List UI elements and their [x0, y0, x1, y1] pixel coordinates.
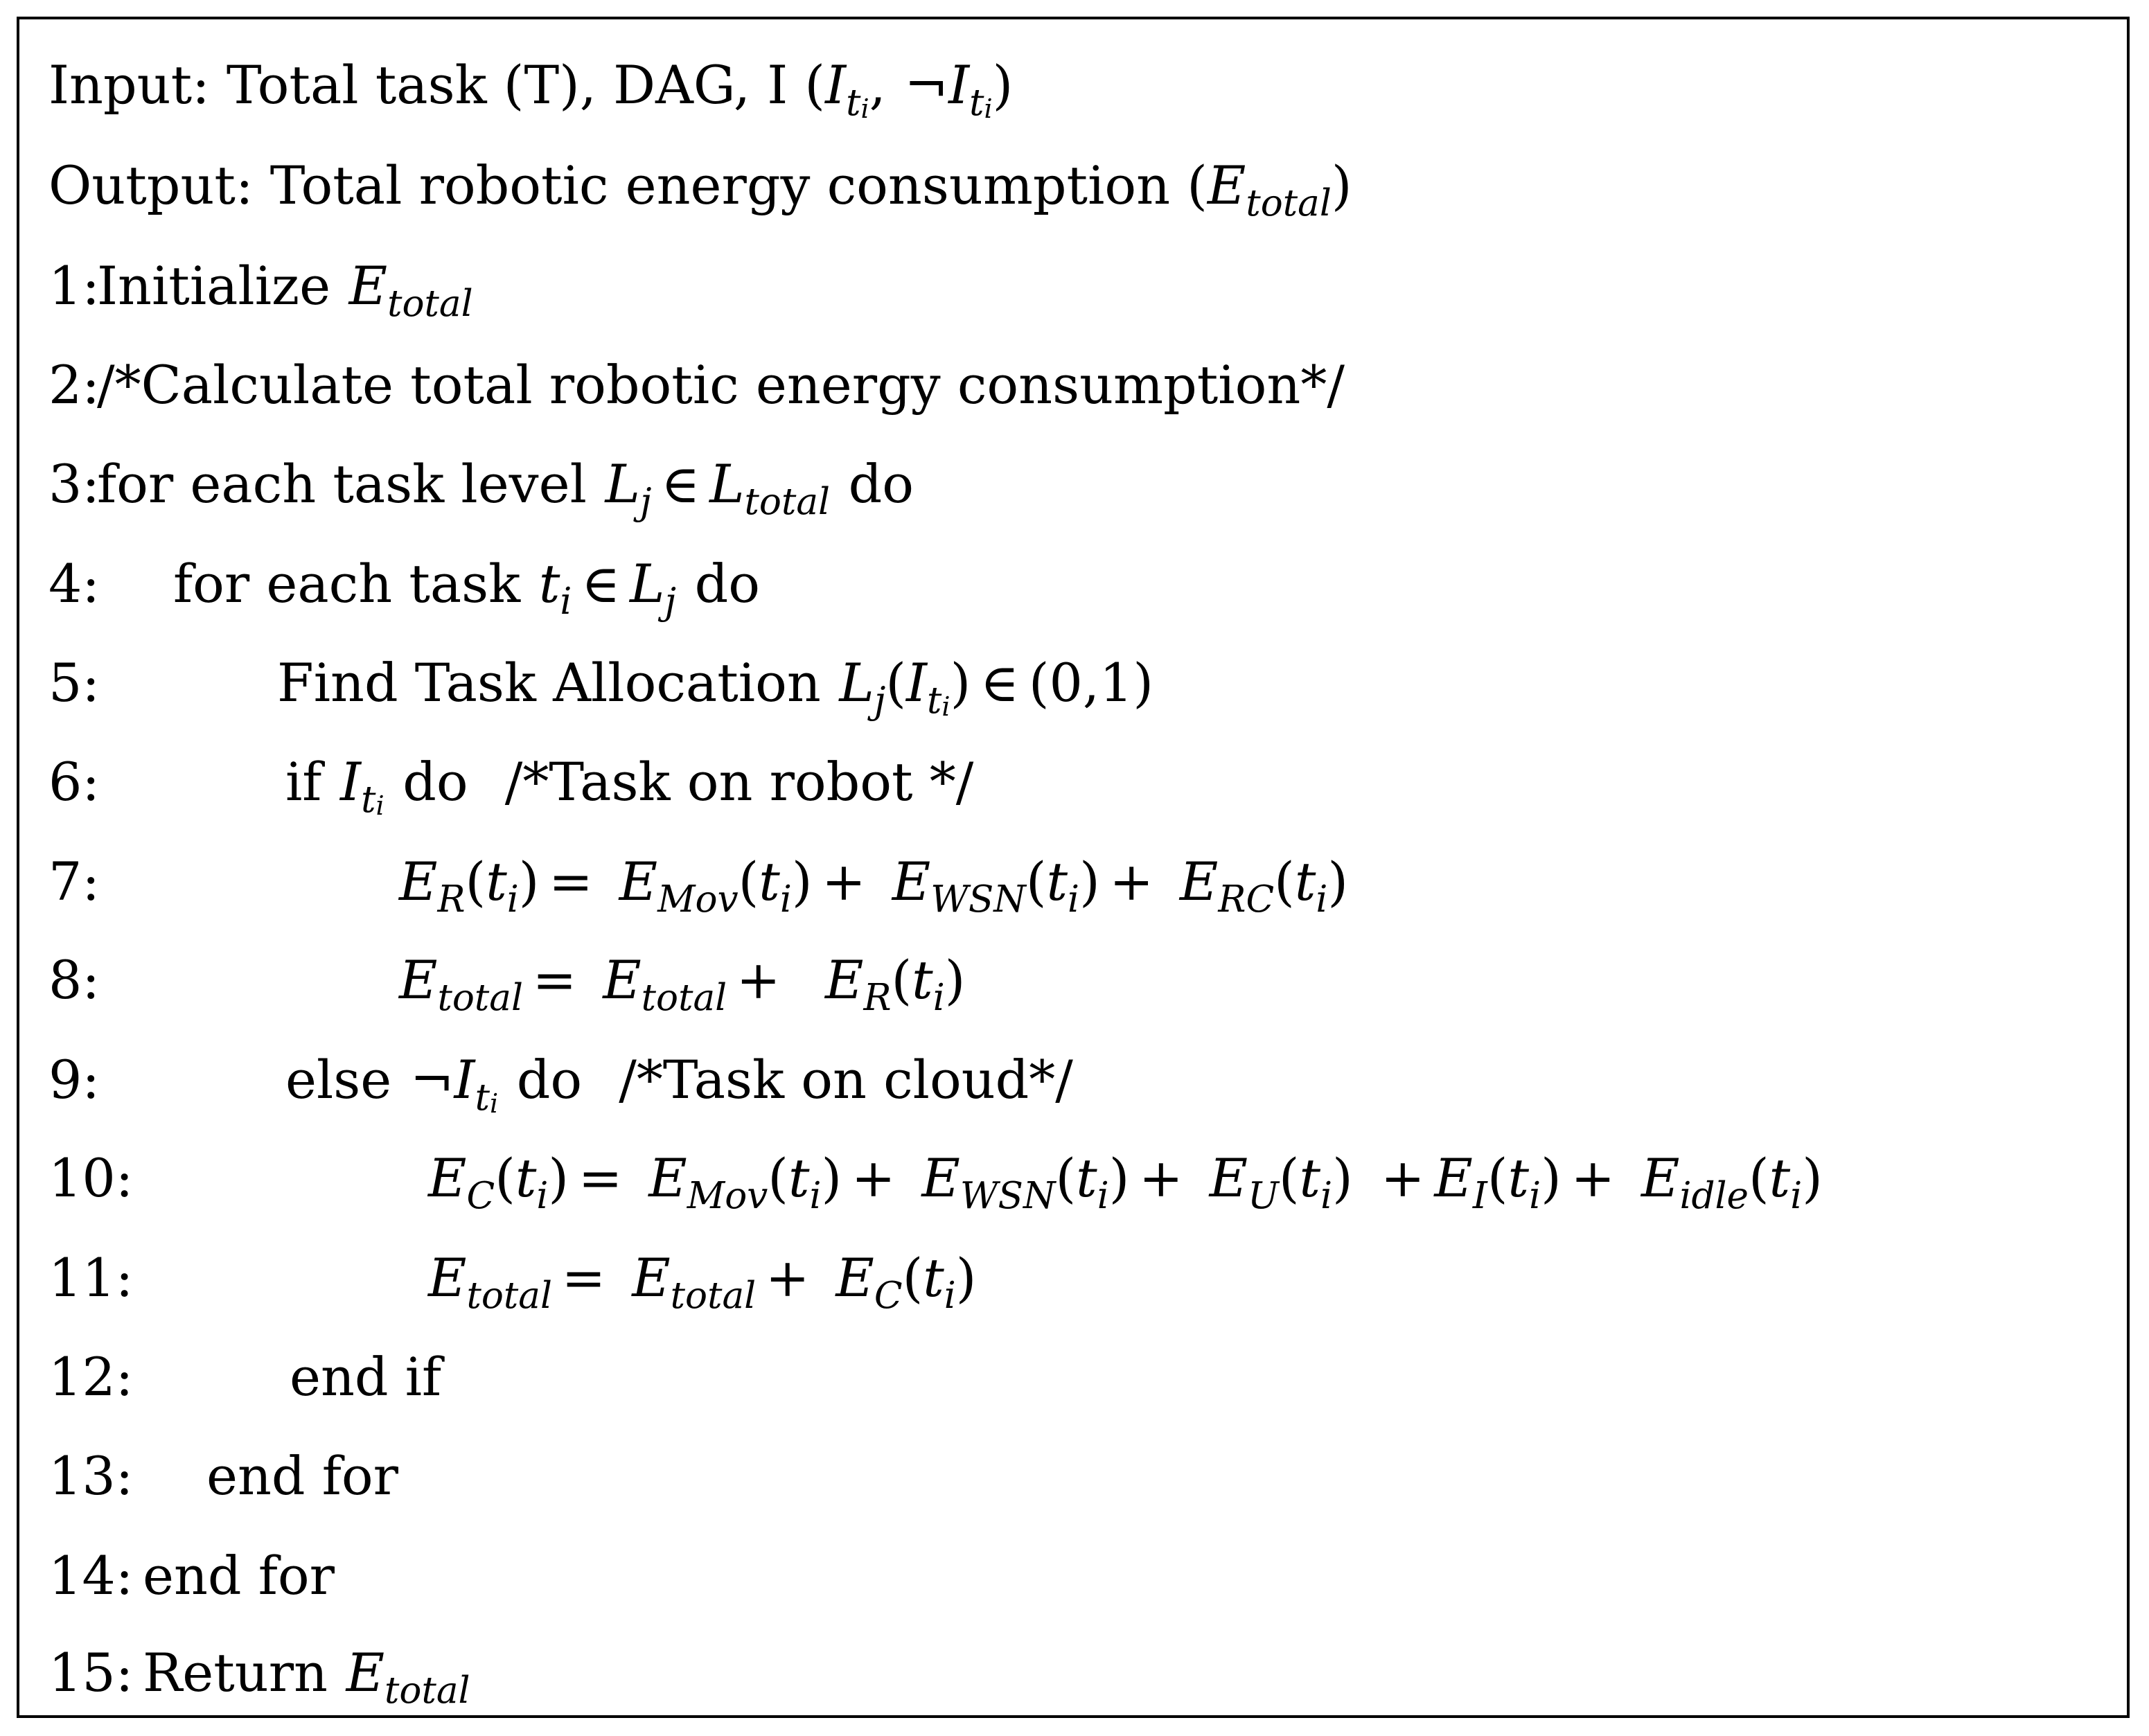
line-number: 12:: [48, 1346, 134, 1408]
equation: $E_{total} = E_{total} + E_C(t_i)$: [428, 1247, 977, 1318]
line-number: 1:: [48, 255, 100, 317]
line-number: 8:: [48, 949, 100, 1011]
line-number: 14:: [48, 1545, 134, 1606]
algorithm-box: Input: Total task (T), DAG, I ($I_{ti}$, $\neg I_{ti}$) Output: Total robotic energy consumption $(E_{total})$ 1: Initialize $E_{total}$ 2: /*Calculate total robotic energy consumption*/ 3: for each task level $L_j$ ∈ $L_{total}$ do 4: for each task $t_i$ ∈ $L_j$ do 5: Find Task Allocation $L_j(I_{ti})$ ∈ (0,1) 6: if $I_{ti}$ do /*Task on robot */ 7: $E_R(t_i) = E_{Mov}(t_i) + E_{WSN}(t_i) + E_{RC}(t_i)$ 8: $E_{total} = E_{total} + E_R(t_i)$ 9: else $\neg I_{ti}$ do /*Task on cloud*/ 10: $E_C(t_i) = E_{Mov}(t_i) + E_{WSN}(t_i) + E_U(t_i) + E_I(t_i) + E_{idle}(t_i)$ 11: $E_{total} = E_{total} + E_C(t_i)$ 12: end if 13: end for 14: end for 15: Return $E_{total}$: [17, 17, 2130, 1718]
comment: /*Task on cloud*/: [619, 1049, 1073, 1110]
line-number: 2:: [48, 354, 100, 416]
line-number: 13:: [48, 1445, 134, 1507]
input-text: Total task (T), DAG, I (: [226, 54, 826, 116]
line-number: 15:: [48, 1642, 134, 1703]
equation: $E_C(t_i) = E_{Mov}(t_i) + E_{WSN}(t_i) + E_U(t_i) + E_I(t_i) + E_{idle}(t_i)$: [428, 1147, 1823, 1218]
output-keyword: Output: [48, 154, 236, 216]
line-number: 3:: [48, 453, 100, 515]
comment: /*Task on robot */: [504, 751, 974, 813]
equation: $E_{total} = E_{total} + E_R(t_i)$: [399, 949, 966, 1020]
equation: $E_R(t_i) = E_{Mov}(t_i) + E_{WSN}(t_i) + E_{RC}(t_i)$: [399, 851, 1349, 921]
output-text: Total robotic energy consumption (: [269, 154, 1208, 216]
line-number: 6:: [48, 751, 100, 813]
line-number: 4:: [48, 553, 100, 614]
line-number: 7:: [48, 851, 100, 912]
comment: /*Calculate total robotic energy consumption*/: [97, 354, 1345, 416]
line-number: 11:: [48, 1247, 134, 1309]
line-number: 10:: [48, 1147, 134, 1209]
line-number: 9:: [48, 1049, 100, 1110]
input-keyword: Input: [48, 54, 193, 116]
line-number: 5:: [48, 652, 100, 714]
